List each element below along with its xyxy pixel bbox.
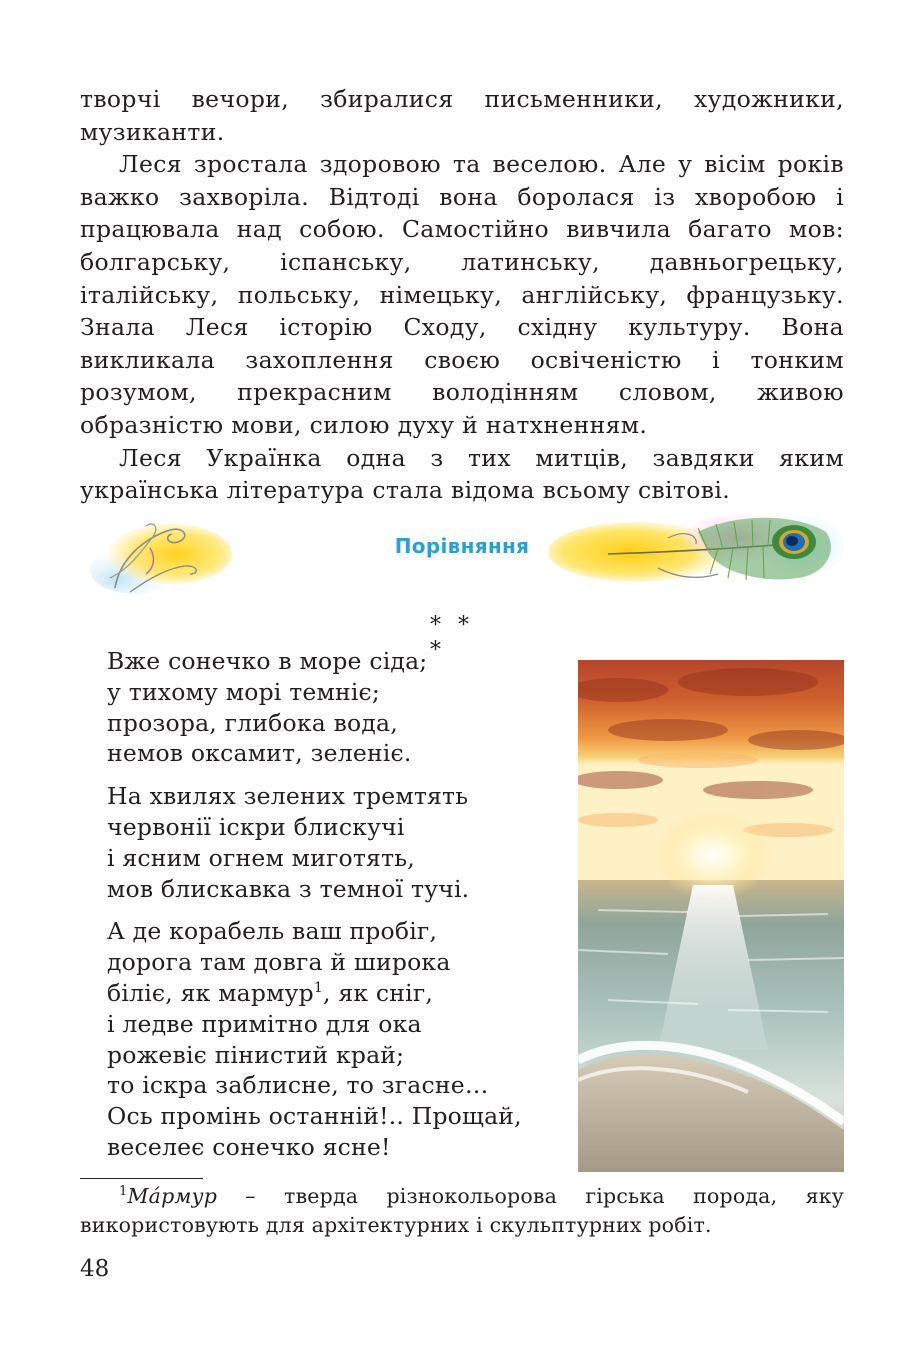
section-title: Порівняння [394,534,530,558]
poem-line: веселеє сонечко ясне! [107,1132,391,1161]
paragraph-continued: творчі вечори, збиралися письменники, художники, музиканти. [80,85,844,146]
poem-line: то іскра заблисне, то згасне… [107,1071,489,1100]
poem-line-with-footnote [107,978,577,1009]
paragraph-lesya-childhood: Леся зростала здоровою та веселою. Але у вісім років важко захворіла. Відтоді вона боролася із хворобою і працювала над собою. Самостійно вивчила багато мов: болгарську, іспанську, латинську, давньогрецьку, італійську, польську, німецьку, англійську, французьку. Знала Леся історію Сходу, східну культуру. Вона викликала захоплення своєю освіченістю і тонким розумом, прекрасним володінням словом, живою образністю мови, силою духу й натхненням. [80,150,844,439]
poem-line: Вже сонечко в море сіда; [107,647,428,675]
stanza-3 [107,916,577,1162]
poem-line: мов блискавка з темної тучі. [107,874,470,903]
poem [107,646,577,1175]
poem-line: і ясним огнем миготять, [107,843,415,872]
section-header-band [80,508,844,596]
footnote-rule [80,1178,203,1179]
main-text [80,83,844,507]
poem-line: Ось промінь останній!.. Прощай, [107,1102,522,1131]
peacock-feather-icon [548,508,844,596]
poem-line: і ледве примітно для ока [107,1009,422,1038]
poem-line: рожевіє пінистий край; [107,1040,405,1069]
footnote-mark: 1 [119,1184,128,1199]
poem-line-part: , як сніг, [322,978,434,1007]
poem-line: прозора, глибока вода, [107,708,398,737]
poem-line: На хвилях зелених тремтять [107,782,469,811]
poem-line-part: біліє, як мармур [107,978,314,1007]
footnote [80,1182,844,1240]
poem-marker: * * * [430,613,474,663]
page-number: 48 [80,1256,110,1282]
footnote-term: Мáрмур [127,1184,218,1208]
sunset-over-sea-photo [578,660,844,1172]
stanza-1 [107,646,577,769]
stanza-2 [107,781,577,904]
paragraph-lesya-legacy: Леся Українка одна з тих митців, завдяки яким українська література стала відома всьому світові. [80,443,844,505]
poem-line: А де корабель ваш пробіг, [107,917,438,946]
poem-line: дорога там довга й широка [107,948,451,977]
poem-line: червонії іскри блискучі [107,812,405,841]
footnote-text: – тверда різнокольорова гірська порода, яку використовують для архітектурних і скульптурних робіт. [80,1184,844,1237]
poem-line: у тихому морі темніє; [107,677,381,706]
footnote-reference: 1 [313,979,323,996]
poem-line: немов оксамит, зеленіє. [107,739,412,768]
